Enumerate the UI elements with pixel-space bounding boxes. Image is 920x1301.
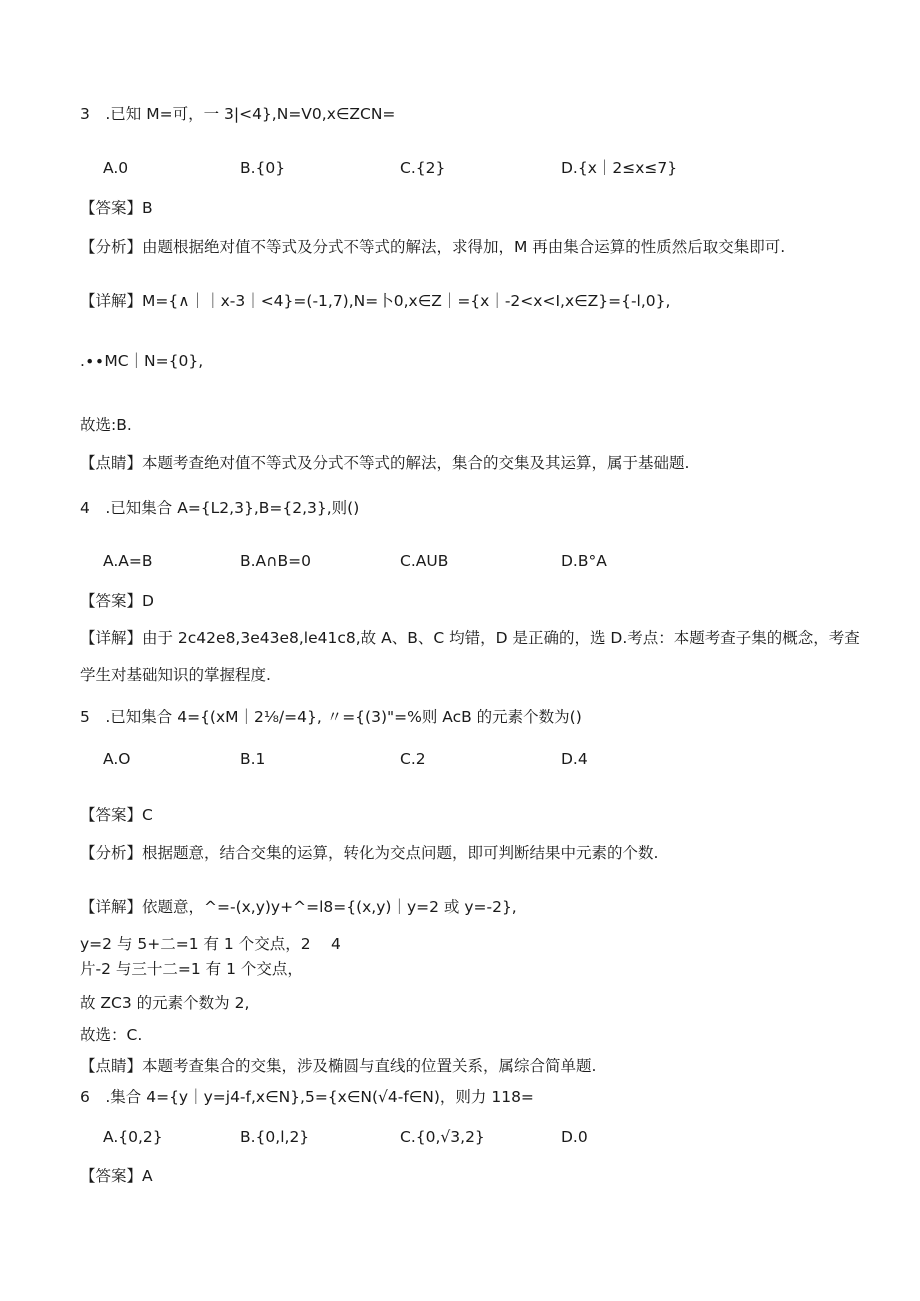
q4-option-d: D.B°A: [561, 552, 607, 570]
q3-answer: 【答案】B: [80, 199, 153, 217]
q5-line3: 故 ZC3 的元素个数为 2,: [80, 994, 250, 1012]
q3-option-a: A.0: [103, 159, 129, 177]
q5-analysis: 【分析】根据题意，结合交集的运算，转化为交点问题，即可判断结果中元素的个数.: [80, 844, 659, 862]
q3-analysis: 【分析】由题根据绝对值不等式及分式不等式的解法，求得加，M 再由集合运算的性质然后取交集即可.: [80, 238, 786, 256]
q3-choice: 故选:B.: [80, 416, 132, 434]
q3-detail: 【详解】M={∧｜｜x-3｜<4}=(-1,7),N=卜0,x∈Z｜={x｜-2<x<I,x∈Z}={-l,0},: [80, 292, 671, 310]
q6-option-d: D.0: [561, 1128, 588, 1146]
q4-option-b: B.A∩B=0: [240, 552, 311, 570]
q4-option-a: A.A=B: [103, 552, 153, 570]
q3-option-b: B.{0}: [240, 159, 286, 177]
q5-option-a: A.O: [103, 750, 131, 768]
q4-option-c: C.AUB: [400, 552, 449, 570]
q5-line1: y=2 与 5+二=1 有 1 个交点，2 4: [80, 935, 341, 953]
q3-option-c: C.{2}: [400, 159, 446, 177]
q6-option-a: A.{0,2}: [103, 1128, 163, 1146]
q6-option-c: C.{0,√3,2}: [400, 1128, 485, 1146]
q5-comment: 【点睛】本题考查集合的交集，涉及椭圆与直线的位置关系，属综合简单题.: [80, 1057, 597, 1075]
q3-option-d: D.{x｜2≤x≤7}: [561, 159, 678, 177]
q4-detail-line1: 【详解】由于 2c42e8,3e43e8,le41c8,故 A、B、C 均错，D 是正确的，选 D.考点：本题考查子集的概念，考查: [80, 629, 860, 647]
q5-choice: 故选：C.: [80, 1026, 143, 1044]
q6-stem: 6 .集合 4={y｜y=j4-f,x∈N},5={x∈N(√4-f∈N)，则力 118=: [80, 1088, 534, 1106]
q5-option-d: D.4: [561, 750, 588, 768]
q5-stem: 5 .已知集合 4={(xM｜2⅛∕=4}, 〃={(3)"=%则 AcB 的元素个数为(): [80, 708, 582, 726]
q5-option-c: C.2: [400, 750, 426, 768]
q5-answer: 【答案】C: [80, 806, 153, 824]
q6-answer: 【答案】A: [80, 1167, 153, 1185]
q4-answer: 【答案】D: [80, 592, 154, 610]
q5-line2: 片-2 与三十二=1 有 1 个交点，: [80, 960, 303, 978]
q5-option-b: B.1: [240, 750, 266, 768]
q4-detail-line2: 学生对基础知识的掌握程度.: [80, 666, 271, 684]
q3-step: .∙∙MC｜N={0},: [80, 352, 204, 370]
q6-option-b: B.{0,l,2}: [240, 1128, 310, 1146]
q4-stem: 4 .已知集合 A={L2,3},B={2,3},则(): [80, 499, 360, 517]
q5-detail: 【详解】依题意，^=-(x,y)y+^=l8={(x,y)｜y=2 或 y=-2},: [80, 898, 517, 916]
q3-comment: 【点睛】本题考查绝对值不等式及分式不等式的解法，集合的交集及其运算，属于基础题.: [80, 454, 690, 472]
q3-stem: 3 .已知 M=可，一 3|<4},N=V0,x∈ZCN=: [80, 105, 396, 123]
